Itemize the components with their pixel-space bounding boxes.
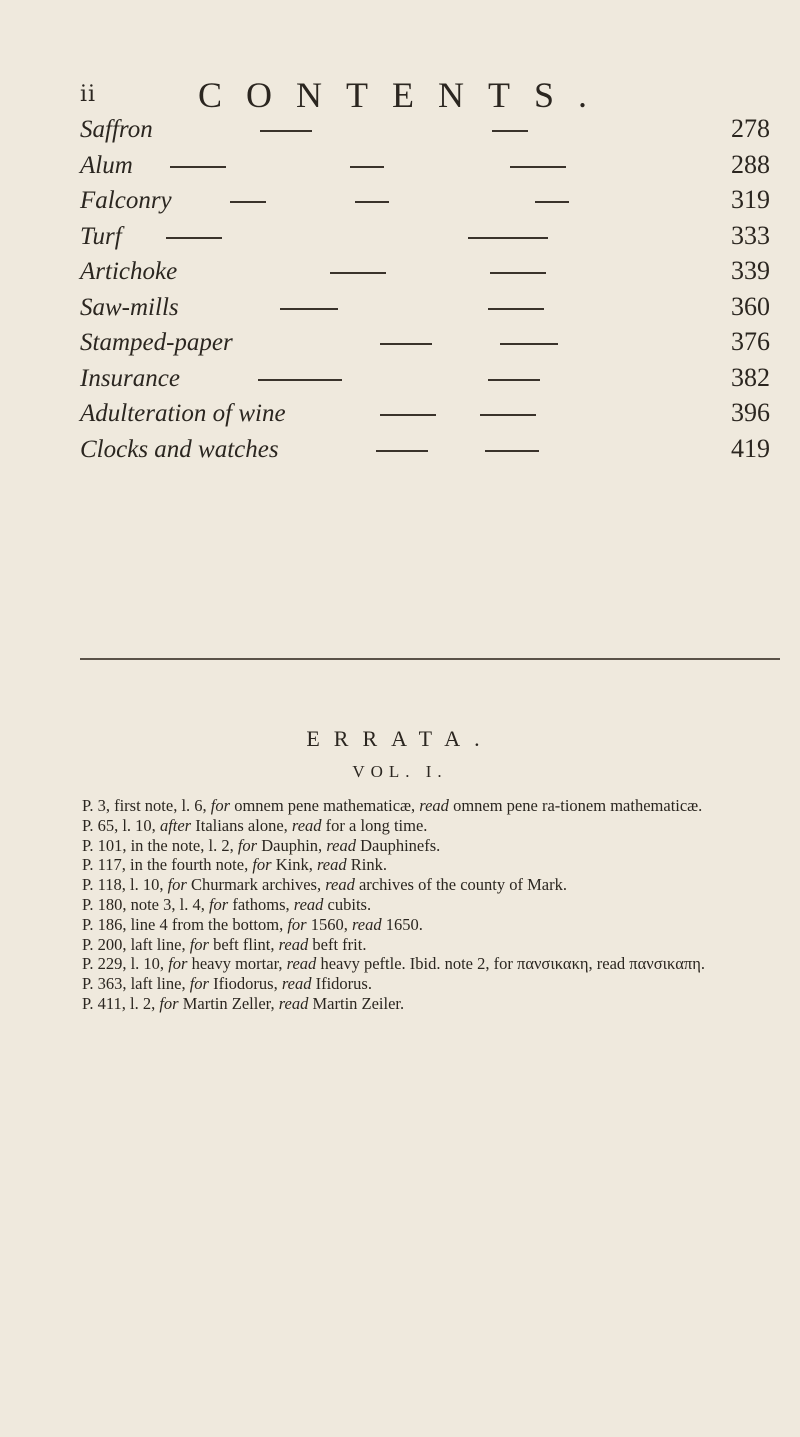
- toc-entry-title: Adulteration of wine: [80, 400, 286, 427]
- erratum-right: omnem pene ra-tionem mathematicæ.: [453, 796, 703, 815]
- erratum-ref: P. 363, laft line,: [82, 974, 186, 994]
- leader-dash: [376, 450, 428, 452]
- erratum-ref: P. 180, note 3, l. 4,: [82, 894, 205, 914]
- erratum-wrong: beft flint,: [213, 934, 275, 954]
- leader-dash: [166, 237, 222, 239]
- erratum-right: heavy peftle. Ibid. note 2, for πανσικακη, read πανσικαπη.: [320, 954, 705, 974]
- erratum-wrong: heavy mortar,: [191, 954, 283, 974]
- erratum-ref: P. 200, laft line,: [82, 934, 186, 954]
- erratum-ref: P. 101, in the note, l. 2,: [82, 835, 234, 855]
- erratum-entry: [82, 974, 782, 994]
- erratum-keyword: for: [189, 934, 209, 954]
- erratum-entry: [82, 836, 782, 856]
- table-of-contents: [80, 112, 770, 467]
- leader-dash: [490, 272, 546, 274]
- erratum-ref: P. 411, l. 2,: [82, 993, 156, 1013]
- errata-heading: ERRATA.: [306, 726, 494, 751]
- erratum-keyword: read: [351, 914, 382, 934]
- erratum-keyword: read: [316, 855, 347, 875]
- erratum-right: beft frit.: [312, 934, 367, 954]
- erratum-entry: [82, 816, 782, 836]
- toc-entry-title: Artichoke: [80, 258, 178, 285]
- leader-dash: [468, 237, 548, 239]
- erratum-keyword: for: [208, 894, 229, 914]
- erratum-wrong: Italians alone,: [195, 815, 288, 835]
- erratum-keyword: for: [159, 993, 179, 1013]
- leader-dash: [510, 166, 566, 168]
- toc-entry: [80, 432, 770, 468]
- erratum-right: Martin Zeiler.: [312, 993, 405, 1013]
- erratum-wrong: omnem pene mathematicæ,: [234, 796, 416, 815]
- toc-entry-title: Saw-mills: [80, 293, 179, 321]
- erratum-right: archives of the county of Mark.: [358, 875, 567, 895]
- volume-label: VOL. I.: [352, 762, 448, 781]
- toc-entry-page: 319: [731, 185, 770, 214]
- erratum-right: Ifidorus.: [315, 974, 372, 994]
- leader-dash: [535, 201, 569, 203]
- toc-entry-page: 278: [731, 114, 770, 143]
- erratum-keyword: for: [167, 875, 187, 895]
- toc-entry-page: 376: [731, 327, 770, 356]
- erratum-right: for a long time.: [325, 815, 428, 835]
- erratum-wrong: 1560,: [310, 914, 348, 934]
- erratum-right: 1650.: [385, 914, 423, 934]
- erratum-wrong: Ifiodorus,: [213, 974, 278, 994]
- toc-entry-page: 360: [731, 291, 770, 321]
- erratum-wrong: Martin Zeller,: [182, 993, 275, 1013]
- erratum-entry: [82, 855, 782, 875]
- erratum-right: cubits.: [327, 894, 372, 914]
- toc-entry-page: 339: [731, 256, 770, 285]
- page-title: CONTENTS.: [198, 75, 611, 115]
- toc-entry-title: Alum: [80, 151, 133, 179]
- toc-entry: [80, 396, 770, 432]
- leader-dash: [380, 343, 432, 345]
- leader-dash: [280, 308, 338, 310]
- erratum-keyword: for: [168, 954, 188, 974]
- erratum-keyword: for: [210, 796, 231, 815]
- toc-entry: [80, 148, 770, 184]
- erratum-ref: P. 65, l. 10,: [82, 815, 156, 835]
- erratum-ref: P. 118, l. 10,: [82, 875, 164, 895]
- erratum-entry: [82, 875, 782, 895]
- leader-dash: [485, 450, 539, 452]
- leader-dash: [170, 166, 226, 168]
- toc-entry-title: Insurance: [80, 364, 180, 392]
- erratum-entry: [82, 796, 782, 816]
- erratum-keyword: read: [278, 934, 309, 954]
- leader-dash: [500, 343, 558, 345]
- toc-entry: [80, 183, 770, 219]
- erratum-ref: P. 3, first note, l. 6,: [82, 796, 207, 815]
- errata-list: [82, 796, 782, 1014]
- erratum-ref: P. 229, l. 10,: [82, 954, 165, 974]
- erratum-entry: [82, 994, 782, 1014]
- leader-dash: [488, 379, 540, 381]
- erratum-entry: [82, 915, 782, 935]
- leader-dash: [258, 379, 342, 381]
- erratum-entry: [82, 895, 782, 915]
- erratum-ref: P. 186, line 4 from the bottom,: [82, 914, 284, 934]
- erratum-keyword: for: [237, 835, 258, 855]
- toc-entry: [80, 219, 770, 255]
- erratum-right: Rink.: [350, 855, 387, 875]
- erratum-keyword: read: [419, 796, 449, 815]
- toc-entry: [80, 361, 770, 397]
- leader-dash: [488, 308, 544, 310]
- erratum-keyword: for: [189, 974, 209, 994]
- erratum-keyword: read: [278, 993, 309, 1013]
- leader-dash: [355, 201, 389, 203]
- toc-entry-page: 396: [731, 398, 770, 427]
- toc-entry-title: Turf: [80, 222, 122, 250]
- toc-entry-title: Falconry: [80, 187, 172, 214]
- erratum-wrong: fathoms,: [232, 894, 290, 914]
- leader-dash: [330, 272, 386, 274]
- erratum-entry: [82, 935, 782, 955]
- section-divider: [80, 658, 780, 660]
- erratum-keyword: for: [287, 914, 307, 934]
- toc-entry-page: 382: [731, 362, 770, 392]
- page-number: ii: [80, 82, 97, 107]
- erratum-keyword: read: [291, 815, 322, 835]
- leader-dash: [230, 201, 266, 203]
- toc-entry: [80, 112, 770, 148]
- toc-entry: [80, 325, 770, 361]
- toc-entry-page: 288: [731, 149, 770, 179]
- leader-dash: [260, 130, 312, 132]
- toc-entry-title: Saffron: [80, 116, 153, 143]
- leader-dash: [480, 414, 536, 416]
- erratum-entry: [82, 954, 782, 974]
- erratum-keyword: read: [325, 875, 355, 895]
- erratum-ref: P. 117, in the fourth note,: [82, 855, 249, 875]
- toc-entry-page: 419: [731, 433, 770, 463]
- leader-dash: [350, 166, 384, 168]
- erratum-keyword: read: [326, 835, 356, 855]
- erratum-keyword: read: [293, 894, 324, 914]
- erratum-wrong: Dauphin,: [261, 835, 323, 855]
- erratum-keyword: for: [252, 855, 272, 875]
- leader-dash: [492, 130, 528, 132]
- erratum-keyword: read: [281, 974, 312, 994]
- erratum-right: Dauphinefs.: [360, 835, 441, 855]
- toc-entry-page: 333: [731, 220, 770, 250]
- leader-dash: [380, 414, 436, 416]
- erratum-wrong: Kink,: [275, 855, 313, 875]
- toc-entry-title: Stamped-paper: [80, 329, 233, 356]
- toc-entry: [80, 290, 770, 326]
- toc-entry: [80, 254, 770, 290]
- erratum-keyword: after: [159, 815, 192, 835]
- erratum-wrong: Churmark archives,: [190, 875, 322, 895]
- toc-entry-title: Clocks and watches: [80, 435, 279, 463]
- erratum-keyword: read: [286, 954, 317, 974]
